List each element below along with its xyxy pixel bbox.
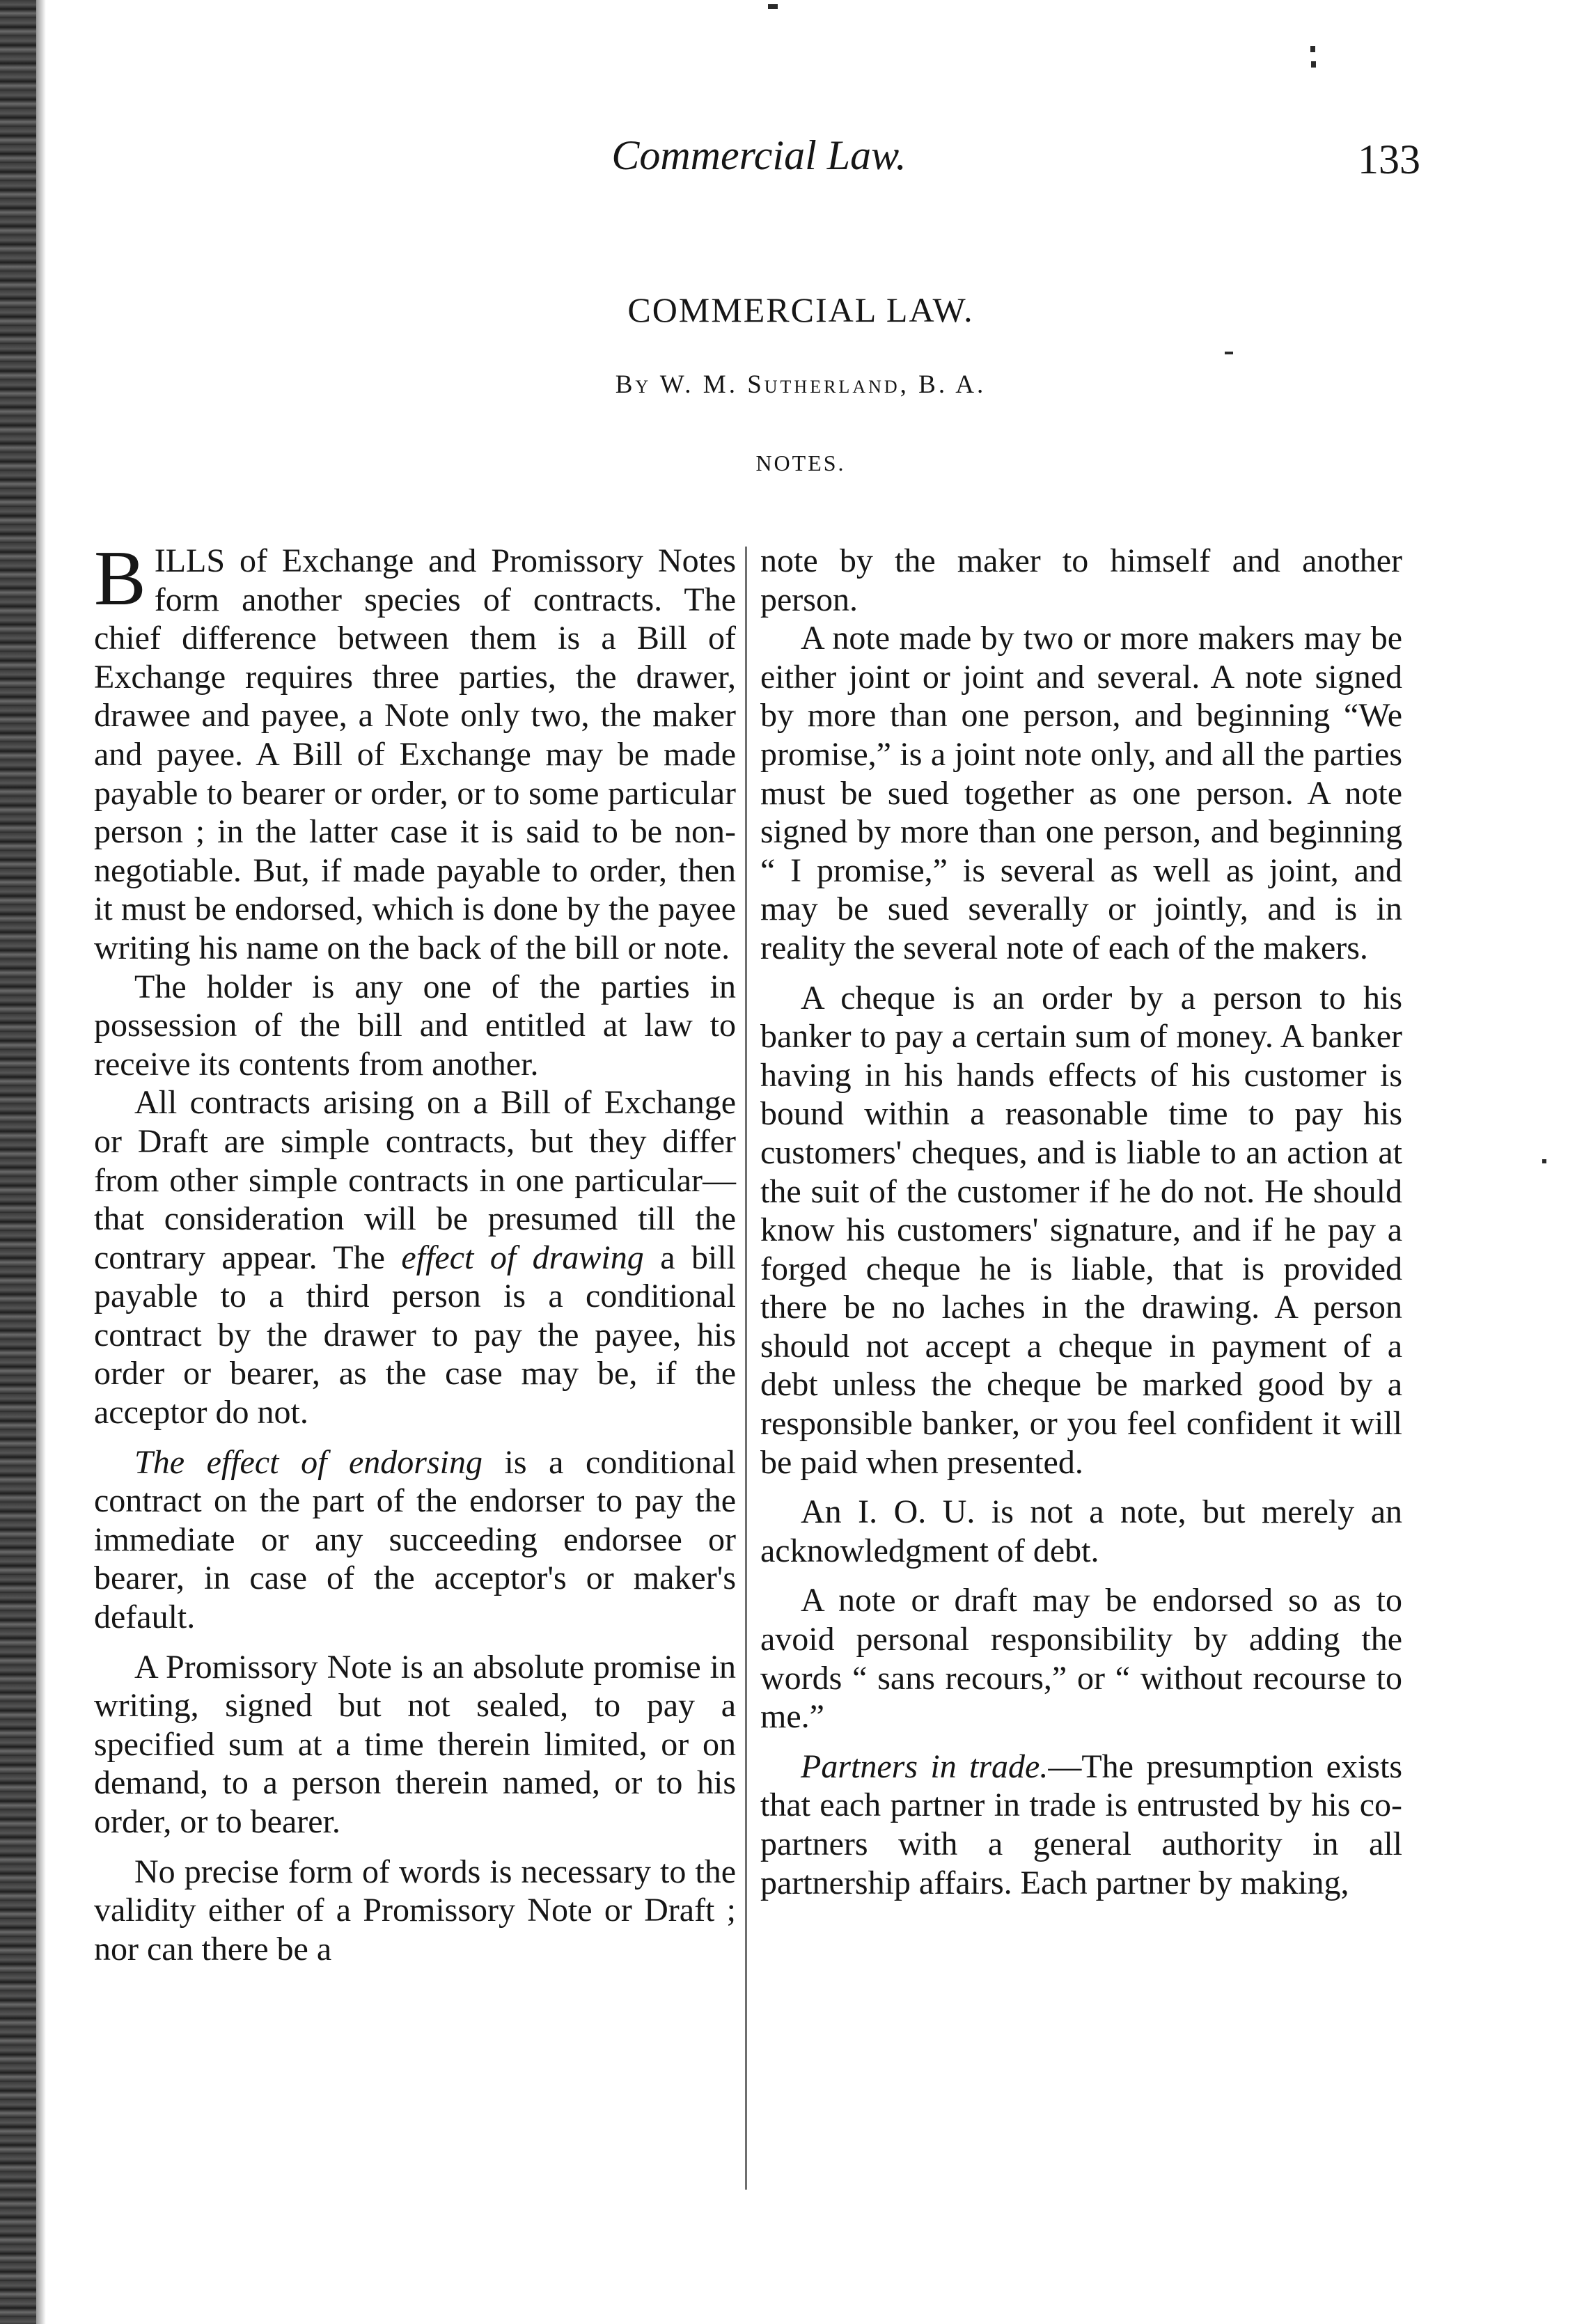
scan-speck: [1311, 61, 1316, 68]
scan-speck: [1310, 46, 1315, 52]
paragraph-endorsing: [94, 1443, 736, 1637]
paragraph-text: a bill payable to a third person is a conditional contract by the drawer to pay the payee, his order or bearer, as the case may be, if the acceptor do not.: [94, 1239, 737, 1431]
paragraph-form-of-words: No precise form of words is necessary to the validity either of a Promissory Note or Draft ; nor can there be a: [94, 1853, 736, 1968]
paragraph-contracts: [94, 1083, 736, 1431]
author-byline: By W. M. Sutherland, B. A.: [615, 370, 987, 399]
column-divider: [745, 547, 747, 2190]
paragraph-partners: [760, 1748, 1402, 1902]
paragraph-cheque: A cheque is an order by a person to his banker to pay a certain sum of money. A banker having in his hands effects of his customer is bound within a reasonable time to pay his customers' cheques, and is liable to an action at the suit of the customer if he do not. He should know his customers' signature, and if he pay a forged cheque he is liable, that is provided there be no laches in the drawing. A person should not accept a cheque in payment of a debt unless the cheque be marked good by a responsible banker, or you feel confident it will be paid when presented.: [760, 979, 1402, 1481]
page-number: 133: [1358, 136, 1420, 182]
page-gutter-shadow: [36, 0, 46, 2324]
paragraph-promissory-note: A Promissory Note is an absolute promise in writing, signed but not sealed, to pay a specified sum at a time therein limited, or on demand, to a person therein named, or to his order, or to bearer.: [94, 1648, 736, 1840]
scan-speck: [1225, 352, 1233, 354]
paragraph-text: is a conditional contract on the part of the endorser to pay the immediate or any succeeding endorsee or bearer, in case of the acceptor's or maker's default.: [94, 1443, 736, 1636]
scan-speck: [768, 4, 778, 9]
paragraph-text: All contracts arising on a Bill of Exchange or Draft are simple contracts, but they differ from other simple contracts in one particular—that consideration will be presumed till the contrary appear. The: [94, 1084, 736, 1276]
paragraph-endorsement-recourse: A note or draft may be endorsed so as to avoid personal responsibility by adding the words “ sans recours,” or “ without recourse to me.”: [760, 1582, 1402, 1736]
paragraph-bills-of-exchange: [94, 535, 736, 968]
left-column: [94, 535, 737, 2233]
page-binding-edge: [0, 0, 36, 2324]
paragraph-iou: An I. O. U. is not a note, but merely an acknowledgment of debt.: [760, 1493, 1402, 1569]
paragraph-text: —The presumption exists that each partner in trade is entrusted by his co-partners with a general authority in all partnership affairs. Each partner by making,: [760, 1748, 1402, 1901]
italic-term: Partners in trade.: [801, 1748, 1049, 1785]
right-column: [760, 542, 1402, 2233]
drop-cap: B: [94, 535, 146, 622]
italic-term: The effect of endorsing: [134, 1443, 483, 1481]
scan-speck: [1542, 1159, 1546, 1163]
paragraph-joint-note: A note made by two or more makers may be either joint or joint and several. A note signed by more than one person, and beginning “We promise,” is a joint note only, and all the parties must be sued together as one person. A note signed by more than one person, and beginning “ I promise,” is several as well as joint, and may be sued severally or jointly, and is in reality the several note of each of the makers.: [760, 620, 1402, 966]
paragraph-text: ILLS of Exchange and Promissory Notes form another species of contracts. The chief difference between them is a Bill of Exchange requires three parties, the drawer, drawee and payee, a Note only two, the maker and payee. A Bill of Exchange may be made payable to bearer or order, or to some particular person ; in the latter case it is said to be non-negotiable. But, if made payable to order, then it must be endorsed, which is done by the payee writing his name on the back of the bill or note.: [94, 542, 736, 966]
running-head: Commercial Law.: [611, 132, 907, 178]
section-label: NOTES.: [755, 450, 846, 476]
paragraph-continuation: note by the maker to himself and another person.: [760, 542, 1402, 618]
article-title: COMMERCIAL LAW.: [627, 290, 974, 329]
italic-term: effect of drawing: [401, 1239, 644, 1276]
paragraph-holder: The holder is any one of the parties in possession of the bill and entitled at law to receive its contents from another.: [94, 968, 736, 1083]
